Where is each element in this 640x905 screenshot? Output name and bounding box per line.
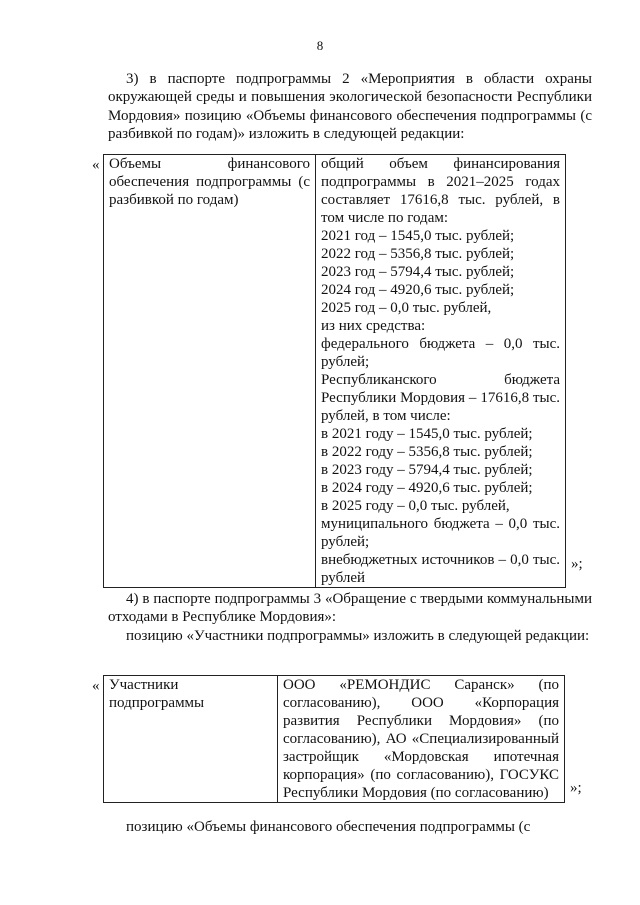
item4-intro: 4) в паспорте подпрограммы 3 «Обращение с твердыми коммунальными отходами в Республике Мордовия»: xyxy=(108,591,592,626)
item3-line: общий объем финансирования подпрограммы в 2021–2025 годах составляет 17616,8 тыс. рублей, в том числе по годам: xyxy=(321,156,560,226)
item3-line: в 2022 году – 5356,8 тыс. рублей; xyxy=(321,444,533,460)
item3-line: муниципального бюджета – 0,0 тыс. рублей; xyxy=(321,516,560,550)
item3-line: 2021 год – 1545,0 тыс. рублей; xyxy=(321,228,515,244)
trailing-text: позицию «Объемы финансового обеспечения подпрограммы (с xyxy=(126,819,531,835)
item3-intro: 3) в паспорте подпрограммы 2 «Мероприятия в области охраны окружающей среды и повышения экологической безопасности Республики Мордовия» позицию «Объемы финансового обеспечения подпрограммы (с разбивкой по годам)» изложить в следующей редакции: xyxy=(108,71,592,142)
item3-line: 2023 год – 5794,4 тыс. рублей; xyxy=(321,264,515,280)
item3-line: 2022 год – 5356,8 тыс. рублей; xyxy=(321,246,515,262)
page-number: 8 xyxy=(316,38,324,53)
item3-line: в 2021 году – 1545,0 тыс. рублей; xyxy=(321,426,533,442)
item4-position-text: позицию «Участники подпрограммы» изложить в следующей редакции: xyxy=(126,628,590,644)
item3-line: 2025 год – 0,0 тыс. рублей, xyxy=(321,300,492,316)
item3-line: в 2024 году – 4920,6 тыс. рублей; xyxy=(321,480,533,496)
item3-line: 2024 год – 4920,6 тыс. рублей; xyxy=(321,282,515,298)
item3-left-cell: Объемы финансового обеспечения подпрограммы (с разбивкой по годам) xyxy=(104,155,316,588)
item3-line: федерального бюджета – 0,0 тыс. рублей; xyxy=(321,336,560,370)
item3-open-quote: « xyxy=(92,157,100,173)
item3-line: внебюджетных источников – 0,0 тыс. рублей xyxy=(321,552,560,586)
item4-right-cell: ООО «РЕМОНДИС Саранск» (по согласованию), ООО «Корпорация развития Республики Мордовия» (по согласованию), АО «Специализированный застройщик «Мордовская ипотечная корпорация» (по согласованию), ГОСУКС Республики Мордовия (по согласованию) xyxy=(278,676,565,803)
item4-table xyxy=(103,675,565,803)
item4-open-quote: « xyxy=(92,678,100,694)
item3-right-cell xyxy=(316,155,566,588)
item3-line: в 2023 году – 5794,4 тыс. рублей; xyxy=(321,462,533,478)
item4-close-quote: »; xyxy=(570,780,582,796)
item4-left-cell: Участники подпрограммы xyxy=(104,676,278,803)
item3-close-quote: »; xyxy=(571,556,583,572)
item3-line: Республиканского бюджета Республики Мордовия – 17616,8 тыс. рублей, в том числе: xyxy=(321,372,560,424)
item3-table xyxy=(103,154,566,588)
item3-line: из них средства: xyxy=(321,318,426,334)
item3-line: в 2025 году – 0,0 тыс. рублей, xyxy=(321,498,510,514)
